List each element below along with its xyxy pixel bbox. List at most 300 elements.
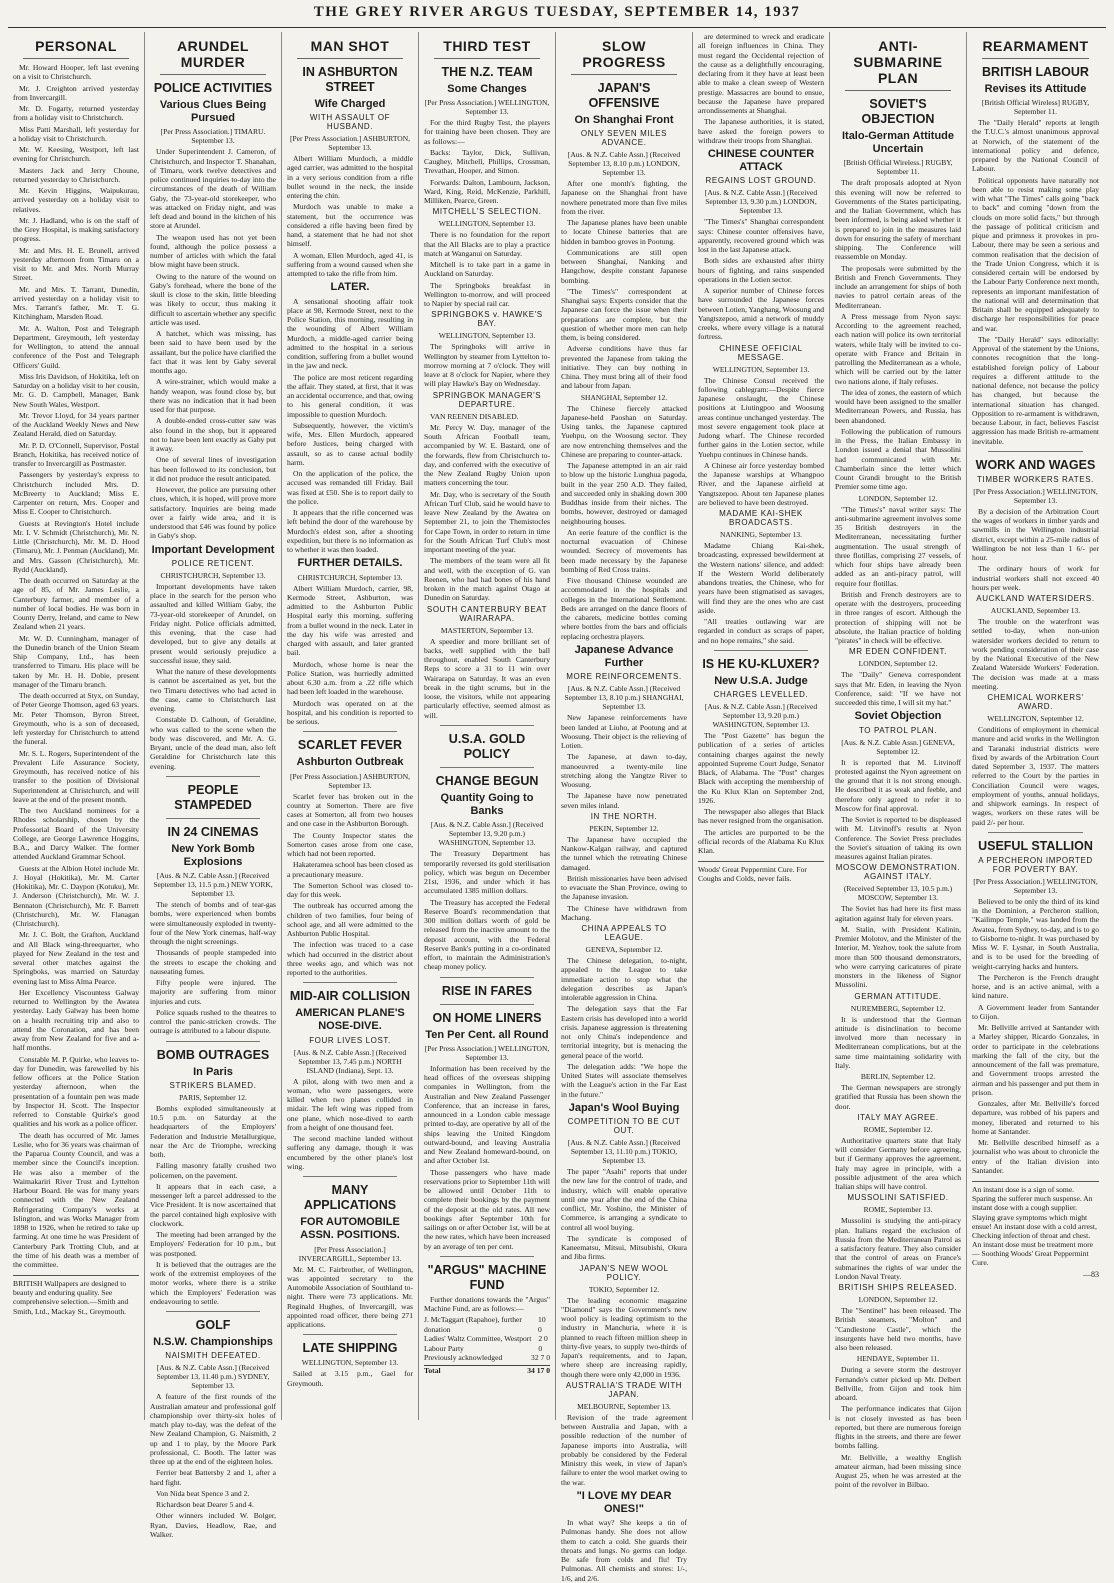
article-dateline: [Aus. & N.Z. Cable Assn.] (Received September 13, 9.30 p.m.) LONDON, September 13. <box>704 188 818 216</box>
article-dateline: HENDAYE, September 11. <box>856 1354 940 1364</box>
fund-amount: 10 0 <box>538 1315 546 1334</box>
article-dateline: [Per Press Association.] WELLINGTON, September 13. <box>973 486 1098 505</box>
article-subheading: CHINA APPEALS TO LEAGUE. <box>581 924 667 943</box>
article-paragraph: The Chinese fiercely attacked Japanese-held Paoshan on Saturday. Using tanks, the Japanese captured Yuehpu, on the Woosung sector. They are now entrenching themselves and the Chinese are preparing to counter-attack. <box>561 403 687 459</box>
article-paragraph: A pilot, along with two men and a woman, who were passengers, were killed when two planes collided in midair. The left wing was ripped from one plane, which nose-dived to earth from a height of one thousand feet. <box>287 1076 413 1132</box>
article-paragraph: Believed to be only the third of its kind in the Dominion, a Percheron stallion, "Kailimpo Temple," was landed from the Awatea, from Sydney, to-day, and is to go to Gisborne to-night. It was purchased by Miss W. F. Lysnar, in South Australia, and is to be used for the breeding of weight-carrying hacks and hunters. <box>972 896 1099 971</box>
article-dateline: PEKIN, September 12. <box>589 823 659 833</box>
article-headline: Revises its Attitude <box>984 83 1087 95</box>
article-headline: MANY APPLICATIONS <box>303 1183 397 1213</box>
section-divider <box>440 1256 534 1257</box>
article-paragraph: The "Daily Herald" reports at length the T.U.C.'s almost unanimous approval at Norwich, of the statement of the international policy and defence, prepared by the National Council of Labour. <box>972 118 1099 174</box>
article-paragraph: Sailed at 3.15 p.m., Gael for Greymouth. <box>287 1369 413 1388</box>
fund-donor: Previously acknowledged <box>424 1353 503 1363</box>
article-paragraph: An eerie feature of the conflict is the nocturnal evacuation of Chinese wounded. Secrecy of movements has been made necessary by the Japanese bombing of Red Cross trains. <box>561 527 687 574</box>
article-headline: BOMB OUTRAGES <box>156 1047 270 1062</box>
article-paragraph: A feature of the first rounds of the Australian amateur and professional golf championship over thirty-six holes of match play to-day, was the defeat of the New Zealand Champion, G. Naismith, 2 up and 1 to play, by the Moore Park professional, C. Booth. The latter was three up at the end of the eighteen holes. <box>150 1392 276 1467</box>
fund-amount: 32 7 0 <box>531 1353 550 1363</box>
article-dateline: TOKIO, September 12. <box>588 1284 660 1294</box>
article-paragraph: Information has been received by the head offices of the overseas shipping companies in Wellington, from the Australian and New Zealand Passenger Conference, that an increase in fares, announced in a London cable message printed to-day, are operative by all of the ships leaving the United Kingdom outward-bound, and leaving Australia and New Zealand homeward-bound, on and after October 1st. <box>424 1063 550 1166</box>
article-paragraph: The members of the team were all fit and well, with the exception of G. van Reenen, who had had bones of his hand broken in the match against Otago at Dunedin on Saturday. <box>424 556 550 603</box>
article-paragraph: Masters Jack and Jerry Choune, returned yesterday to Christchurch. <box>13 165 139 184</box>
column-headline: ARUNDEL MURDER <box>177 38 249 70</box>
section-divider <box>166 1311 260 1312</box>
article-paragraph: Scarlet fever has broken out in the country at Somerton. There are five cases at Somerton, all from two houses and one case in the Ashburton Borough. <box>287 791 413 829</box>
article-headline: SCARLET FEVER <box>297 738 403 753</box>
article-paragraph: A speedier and more brilliant set of backs, well supplied with the ball throughout, enabled South Canterbury Reps to score a 31 to 11 win over Wairarapa on Saturday. It was an even break in the tight scrums, but in the loose, the visitors, while not appearing particularly effective, seemed almost as will. <box>424 636 550 720</box>
article-paragraph: The articles are purported to be the official records of the Alabama Ku Klux Klan. <box>698 827 824 856</box>
article-dateline: [Aus. & N.Z. Cable Assn.] (Received September 13, 8.10 p.m.) SHANGHAI, September 13. <box>564 684 684 712</box>
article-paragraph: The Soviet is reported to be displeased with M. Litvinoff's results at Nyon Conference. The Soviet Press precludes the Soviet's situation of taking its own measures against Italian pirates. <box>835 815 961 862</box>
article-headline: AMERICAN PLANE'S NOSE-DIVE. <box>295 1007 405 1033</box>
article-subheading: IN THE NORTH. <box>590 811 658 821</box>
article-dateline: [Aus. & N.Z. Cable Assn.] (Received September 13, 11.40 p.m.) SYDNEY, September 13. <box>156 1363 270 1391</box>
article-headline: CHANGE BEGUN <box>435 773 539 788</box>
article-headline: Japan's Wool Buying <box>568 1101 680 1114</box>
article-paragraph: Mr. Bellville arrived at Santander with a Marley shipper, Ricardo Gonzales, in order to participate in the celebrations marking the fall of the city, but the announcement of the fall was premature, and Government troops arrested the airman and his passenger and put them in prison. <box>972 1023 1099 1097</box>
article-headline: USEFUL STALLION <box>978 838 1093 853</box>
article-dateline: LONDON, September 12. <box>858 659 938 669</box>
article-paragraph: VAN REENEN DISABLED. <box>430 411 519 421</box>
fund-row <box>424 1315 550 1334</box>
article-paragraph: During a severe storm the destroyer Fernando's cutter picked up Mr. Delbert Bellville, from Gijon and took him aboard. <box>835 1365 961 1403</box>
article-headline: FURTHER DETAILS. <box>297 557 403 570</box>
section-divider <box>440 977 534 978</box>
article-headline: IN 24 CINEMAS <box>167 824 259 839</box>
article-paragraph: The "Sentinel" has been released. The British steamers, "Molton" and "Candlestone Castle", which the insurgents have held two months, have also been released. <box>835 1306 961 1353</box>
article-paragraph: A hatchet, which was missing, has been said to have been used by the assailant, but the police have clarified the fact that it was lent by Gaby several months ago. <box>150 329 276 376</box>
article-paragraph: Mr. Howard Hooper, left last evening on a visit to Christchurch. <box>13 63 139 82</box>
article-paragraph: Mr. M. C. Fairbrother, of Wellington, was appointed secretary to the Automobile Association of Southland to-night. There were 73 applications. Mr. Reginald Hughes, of Invercargill, was appointed road officer, there being 271 applications. <box>287 1264 413 1329</box>
article-paragraph: Mr. P. D. O'Connell, Supervisor, Postal Branch, Hokitika, has received notice of transfer to Invercargill as Postmaster. <box>13 440 139 468</box>
article-paragraph: It appears that in each case, a messenger left a parcel addressed to the Vice President. It is now ascertained that the parcel contained high explosive with clockwork. <box>150 1181 276 1228</box>
article-paragraph: "All treaties outlawing war are regarded in conduct as scraps of paper, and no hope remains," she said. <box>698 617 824 645</box>
column-8 <box>967 32 1104 1420</box>
article-paragraph: The Springboks will arrive in Wellington by steamer from Lyttelton to-morrow morning at 7 o'clock. They will leave at 8 o'clock for Napier, where they will play Hawke's Bay on Wednesday. <box>424 342 550 389</box>
article-headline: FOR AUTOMOBILE ASSN. POSITIONS. <box>300 1216 400 1242</box>
article-headline: JAPAN'S OFFENSIVE <box>588 81 660 110</box>
section-divider <box>166 818 260 819</box>
article-subheading: POLICE RETICENT. <box>171 558 255 568</box>
article-dateline: ROME, September 12. <box>863 1124 933 1134</box>
article-headline: GOLF <box>195 1318 231 1333</box>
section-divider <box>714 650 808 651</box>
article-dateline: [Per Press Association.] WELLINGTON, September 13. <box>973 876 1098 895</box>
article-subheading: MORE REINFORCEMENTS. <box>566 672 682 682</box>
article-paragraph: The newspaper also alleges that Black has never resigned from the organisation. <box>698 807 824 826</box>
article-paragraph: Under Superintendent J. Cameron, of Christchurch, and Inspector T. Shanahan, of Timaru, work twelve detectives and police continued inquiries to-day into the circumstances of the death of William Gaby, the 73-year-old storekeeper, who was attacked on Friday night, and was left dead and bound in the kitchen of his store at Arundel. <box>150 147 276 231</box>
article-dateline: AUCKLAND, September 13. <box>990 606 1081 616</box>
article-paragraph: A Chinese air force yesterday bombed the Japanese warships at Whangpoo River, and the Japanese airfield at Yangtszepoo. About ten Japanese planes are believed to have been destroyed. <box>698 460 824 507</box>
article-paragraph: The leading economic magazine "Diamond" says the Government's new wool policy is leading optimism to the industry in Manchuria, where it is planned to reach fifteen million sheep in thirty-five years, to supply two-thirds of Japan's requirements, and to Japan, where sheep are increasing rapidly, though there were only 42,000 in 1936. <box>561 1295 687 1379</box>
article-paragraph: Political opponents have naturally not been able to resist making some play with what "The Times" calls going "back to back" and coming "down from the clouds on more solid facts," but through the passage of political criticism and pique and primness it provokes in pro-Labour, there may be seen a serious and common realisation that the decision of the Trade Union Congress, which it is considered certain will be endorsed by the Labour Party Conference next month, represents an important manifestation of the national will and determination that Britain shall be equipped adequately to discharge her responsibilities for peace and war. <box>972 175 1099 333</box>
article-paragraph: A woman, Ellen Murdoch, aged 41, is suffering from a wound caused when she attempted to take the rifle from him. <box>287 250 413 279</box>
article-paragraph: Mr. A. Walton, Post and Telegraph Department, Greymouth, left yesterday for Wellington, to attend the annual conference of the Post and Telegraph Officers' Guild. <box>13 323 139 370</box>
article-paragraph: In what way? She keeps a tin of Pulmonas handy. She does not allow them to catch a cold. She guards their throats and lungs. No germs can lodge. Be safe from colds and flu! Try Pulmonas. All chemists and stores: 1/-, 1/6, and 2/6. <box>561 1518 687 1583</box>
article-paragraph: New Japanese reinforcements have been landed at Liuho, at Pootung and at Woosung. Their object is the relieving of Lotien. <box>561 713 687 751</box>
article-paragraph: For the third Rugby Test, the players for training have been chosen. They are as follows:— <box>424 118 550 146</box>
article-paragraph: The second machine landed without suffering any damage, though it was encumbered by the other plane's lost wing. <box>287 1134 413 1171</box>
article-dateline: PARIS, September 12. <box>179 1092 247 1102</box>
article-paragraph: Miss Iris Davidson, of Hokitika, left on Saturday on a holiday visit to her cousin, Mr. G. D. Campbell, Manager, Bank New South Wales, Westport. <box>13 371 139 409</box>
article-paragraph: Mr. Kevin Higgins, Waipukurau, arrived yesterday on a holiday visit to relatives. <box>13 186 139 214</box>
article-dateline: SHANGHAI, September 12. <box>580 392 668 402</box>
article-headline: LATE SHIPPING <box>302 1341 398 1356</box>
fund-row <box>424 1353 550 1362</box>
article-dateline: [British Official Wireless] RUGBY, September 11. <box>981 98 1090 117</box>
article-subheading: FOUR LIVES LOST. <box>309 1035 391 1045</box>
article-subheading: AUSTRALIA'S TRADE WITH JAPAN. <box>565 1380 683 1399</box>
article-headline: Some Changes <box>447 83 527 95</box>
article-paragraph: The meeting had been arranged by the Employers' Federation for 10 p.m., but was postponed. <box>150 1230 276 1258</box>
article-subheading: ITALY MAY AGREE. <box>857 1112 939 1122</box>
article-dateline: WELLINGTON, September 13. <box>301 1358 399 1368</box>
article-paragraph: The "Daily" Geneva correspondent says that Mr. Eden, in leaving the Nyon Conference, said: "If we have not succeeded this time, I will sit my hat." <box>835 670 961 708</box>
columns-container <box>8 32 1106 1583</box>
article-paragraph: The Japanese planes have been unable to locate Chinese batteries that are hidden in bamboo groves in Pootung. <box>561 218 687 246</box>
article-subheading: WITH ASSAULT OF HUSBAND. <box>309 113 391 132</box>
article-paragraph: Mr. and Mrs. T. Tarrant, Dunedin, arrived yesterday on a holiday visit to Mrs. Tarrant's father, Mr. T. G. Kitchingham, Marsden Road. <box>13 284 139 322</box>
article-headline: CHINESE COUNTER ATTACK <box>707 148 815 174</box>
article-dateline: GENEVA, September 12. <box>585 945 663 955</box>
section-divider <box>440 767 534 768</box>
article-dateline: WELLINGTON, September 12. <box>987 714 1084 724</box>
article-paragraph: "The Times's" correspondent at Shanghai says: Experts consider that the Japanese can force the issue when their preparations are complete, but the question of whether more men can help them, is being considered. <box>561 286 687 343</box>
advertisement: An instant dose is a sign of some. Sparing the sufferer much suspense. An instant dose with a cough supplier. Slaying grave symptoms which might ensue! An instant dose with a cold arrest, Checking infection of throat and chest. An instant dose must be treatment more— Soothing Woods' Great Peppermint Cure. <box>972 1181 1099 1267</box>
article-subheading: A PERCHERON IMPORTED FOR POVERTY BAY. <box>978 855 1093 874</box>
article-paragraph: A superior number of Chinese forces have surrounded the Japanese forces between Lotien, Yanghang, Woosung and Yangtszepoo, amid a network of muddy creeks, where every village is a natural fortress. <box>698 286 825 342</box>
masthead-rule <box>8 27 1106 28</box>
article-dateline: [Per Press Association.] ASHBURTON, September 13. <box>289 771 411 790</box>
article-subheading: SOUTH CANTERBURY BEAT WAIRARAPA. <box>426 604 548 623</box>
article-headline: LATER. <box>330 281 370 294</box>
section-divider <box>166 776 260 777</box>
column-headline: REARMAMENT <box>982 38 1089 54</box>
article-paragraph: Von Nida beat Spence 3 and 2. <box>156 1488 250 1498</box>
article-paragraph: Mr. Day, who is secretary of the South African Turf Club, said he would have to leave New Zealand by the Awatea on September 21, to join the Themistocles for Cape Town, in order to return in time for the South African Turf Club's most important meeting of the year. <box>424 489 550 555</box>
article-headline: ON HOME LINERS <box>432 1010 542 1025</box>
article-paragraph: M. Stalin, with President Kalinin, Premier Molotov, and the Minister of the Interior, M. Yezhov, took the salute from more than 500 thousand demonstrators, who were carrying caricatures of pirate monsters in the likeness of Signor Mussolini. <box>835 924 961 990</box>
column-5 <box>556 32 693 1583</box>
article-paragraph: Murdoch was operated on at the hospital, and his condition is reported to be serious. <box>287 698 413 727</box>
article-paragraph: A sensational shooting affair took place at 98, Kermode Street, next to the Police Station, this morning, resulting in the wounding of Albert William Murdoch, a middle-aged carrier being admitted to the hospital in a serious condition, suffering from a bullet wound in the jaw and neck. <box>287 296 413 371</box>
article-headline: MID-AIR COLLISION <box>289 989 411 1004</box>
article-paragraph: The Chinese have withdrawn from Machang. <box>561 903 687 922</box>
article-paragraph: The paper "Asahi" reports that under the new law for the control of trade, and industry, which will enable operative until one year after the end of the China conflict, Mr. Yoshino, the Minister of Commerce, is arranging a syndicate to control all wool buying. <box>561 1167 687 1232</box>
masthead: THE GREY RIVER ARGUS TUESDAY, SEPTEMBER 14, 1937 <box>313 4 801 20</box>
article-paragraph: The outbreak has occurred among the children of two families, four being of school age, and all were admitted to the Ashburton Public Hospital. <box>287 901 413 938</box>
article-subheading: AUCKLAND WATERSIDERS. <box>976 594 1095 604</box>
article-paragraph: There is no foundation for the report that the All Blacks are to play a practice match at Wanganui on Saturday. <box>424 230 550 258</box>
article-headline: "I LOVE MY DEAR ONES!" <box>576 1489 672 1515</box>
column-1 <box>8 32 145 1420</box>
article-paragraph: The ordinary hours of work for industrial workers shall not exceed 40 hours per week. <box>972 564 1099 592</box>
column-headline: ANTI-SUBMARINE PLAN <box>853 38 943 86</box>
article-dateline: LONDON, September 12. <box>858 1295 938 1305</box>
article-paragraph: The Chinese delegation, to-night, appealed to the League to take immediate action to stop what the delegation describes as Japan's intolerable aggression in China. <box>561 956 687 1003</box>
article-paragraph: Further donations towards the "Argus" Machine Fund, are as follows:— <box>424 1294 550 1313</box>
article-dateline: [Aus. & N.Z. Cable Assn.] (Received September 13, 11.10 p.m.) TOKIO, September 13. <box>567 1138 681 1165</box>
article-paragraph: The Japanese authorities, it is stated, have asked the foreign powers to withdraw their troops from Shanghai. <box>698 117 824 145</box>
article-paragraph: Mr. Percy W. Day, manager of the South African Football team, accompanied by W. E. Bastard, one of the forwards, flew from Christchurch to-day, and conferred with the executive of the New Zealand Rugby Union upon matters concerning the tour. <box>424 422 550 488</box>
article-paragraph: Passengers by yesterday's express to Christchurch included Mrs. D. McBreerty to Auckland; Miss E. Carpenter on return, Mrs. Cooper and Miss E. Cooper to Christchurch. <box>13 470 139 517</box>
article-paragraph: Other winners included W. Bolger, Ryan, Davies, Headlow, Rae, and Walker. <box>150 1511 276 1539</box>
article-paragraph: Hakateramea school has been closed as a precautionary measure. <box>287 860 413 879</box>
article-paragraph: The Percheron is the French draught horse, and is an active animal, with a kind nature. <box>972 972 1099 1001</box>
article-paragraph: A Government leader from Santander to Gijon. <box>972 1002 1099 1021</box>
article-dateline: LONDON, September 12. <box>858 493 938 503</box>
article-subheading: MR EDEN CONFIDENT. <box>849 647 947 657</box>
article-paragraph: Guests at Revington's Hotel include Mr. I. V. Schmidt (Christchurch), Mr. N. Little (Christchurch), Mr. M. D. Hood (Timaru), Mr. J. Penman (Auckland), Mr. and Mrs. Gasson (Christchurch), Mr. Rydd (Auckland). <box>13 518 139 574</box>
article-paragraph: Subsequently, however, the victim's wife, Mrs. Ellen Murdoch, appeared before Justices, being charged with assault, so as to cause actual bodily harm. <box>287 420 413 467</box>
article-paragraph: Mr. W. Keesing, Westport, left last evening for Christchurch. <box>13 145 139 164</box>
article-paragraph: The death has occurred of Mr. James Leslie, who for 36 years was chairman of the Paparua County Council, and was a member since the Council's inception. He was also a member of the Waimakariri River Trust and Lyttelton Harbour Board. He was for many years connected with the New Zealand Refrigerating Company's works at Islington, and was Works Manager from 1898 to 1926, when he retired to take up farming. At one time he was President of Canterbury Park Trotting Club, and at the time of his death was a member of the committee. <box>13 1130 139 1269</box>
article-paragraph: Communications are still open between Shanghai, Nanking and Hangchow, despite constant Japanese bombing. <box>561 247 687 285</box>
column-headline: PERSONAL <box>35 38 117 54</box>
article-paragraph: The "Daily Herald" says editorially: Approval of the statement by the Unions, connotes recognition that the long-established foreign policy of Labour requires a different attitude to the national defence, not because the policy has changed, but because the international situation has changed. Opposition to re-armament is withdrawn, because Labour, in fact, believes Fascist aggression has made British re-armament inevitable. <box>972 334 1099 446</box>
article-paragraph: Madame Chiang Kai-shek, broadcasting, expressed bewilderment at the Western nations' silence, and added: If the Western World deliberately abandons treaties, the Chinese, who for years have been stigmatised as savages, will find they are the ones who are cast aside. <box>698 541 824 615</box>
article-paragraph: Adverse conditions have thus far prevented the Japanese from taking the initiative. They can buy nothing in China. They must bring all of their food and labour from Japan. <box>561 344 687 391</box>
article-dateline: [Aus. & N.Z. Cable Assn.] (Received September 13, 8.10 p.m.) LONDON, September 13. <box>567 150 681 178</box>
article-paragraph: Murdoch was unable to make a statement, but the occurrence was considered a rifle having been fired by hand, a statement that he had not shot himself. <box>287 202 413 249</box>
article-paragraph: Mr. J. C. Bolt, the Grafton, Auckland and All Black wing-threequarter, who played for New Zealand in the test and several other matches against the Springboks, was married on Saturday evening last to Miss Alma Pearce. <box>13 930 139 986</box>
article-paragraph: The draft proposals adopted at Nyon this evening will now be referred to Governments of the States participating, and the Italian Government, which has been informed, is being asked whether it is prepared to join in the measures laid down for ensuring the safety of merchant shipping. The Conference will reassemble on Monday. <box>835 178 961 262</box>
column-headline: MAN SHOT <box>310 38 390 54</box>
article-paragraph: The Soviet has had here its first mass agitation against Italy for eleven years. <box>835 904 961 923</box>
section-divider <box>440 1004 534 1005</box>
article-subheading: MUSSOLINI SATISFIED. <box>847 1193 949 1203</box>
section-divider <box>166 1041 260 1042</box>
article-paragraph: Forwards: Dalton, Lambourn, Jackson, Ward, King, Reid, McKenzie, Parkhill, Milliken, Pearce, Green. <box>424 177 550 206</box>
article-paragraph: Mr. J. Creighton arrived yesterday from Invercargill. <box>13 83 139 102</box>
column-4 <box>419 32 556 1420</box>
article-subheading: NAISMITH DEFEATED. <box>165 1351 261 1361</box>
article-paragraph: Gonzales, after Mr. Bellville's forced departure, was robbed of his papers and money, liberated and returned to his home at Santander. <box>972 1099 1099 1136</box>
article-headline: THE N.Z. TEAM <box>441 65 533 79</box>
article-dateline: [Aus. & N.Z. Cable Assn.] GENEVA, September 12. <box>841 737 955 756</box>
article-paragraph: The stench of bombs and of tear-gas bombs, were experienced when bombs were simultaneously exploded in twenty-four of the New York cinemas, half-way through the night screenings. <box>150 900 276 947</box>
article-paragraph: Bombs exploded simultaneously at 10.5 p.m. on Saturday at the headquarters of the Employers' Federation and Industrie Metallurgique, near the Arc de Triomphe, wrecking both. <box>150 1103 276 1160</box>
article-dateline: WELLINGTON, September 13. <box>712 364 810 374</box>
article-paragraph: Richardson beat Dearer 5 and 4. <box>156 1500 254 1510</box>
article-headline: New U.S.A. Judge <box>714 674 808 687</box>
article-paragraph: The "Post Gazette" has begun the publication of a series of articles containing charges against the newly appointed Supreme Court Judge, Senator Black, of Alabama. The "Post" charges Black with accepting the membership of the Ku Klux Klan on September 2nd, 1926. <box>698 731 824 805</box>
article-paragraph: Mr. Trevor Lloyd, for 34 years partner of the Auckland Weekly News and New Zealand Herald, died on Saturday. <box>13 410 139 439</box>
article-paragraph: Important developments have taken place in the search for the person who assaulted and killed William Gaby, the 73-year-old storekeeper of Arundel, on Friday night. Police officials admitted, this evening, that the case had developed, but to give any details at present would seriously prejudice a successful issue, they said. <box>150 581 276 665</box>
article-headline: Ashburton Outbreak <box>296 756 404 769</box>
article-paragraph: The delegation says that the Far Eastern crisis has developed into a world crisis. Japanese aggression is threatening not only China's independence and territorial integrity, but is menacing the general peace of the world. <box>561 1004 687 1060</box>
article-subheading: CHINESE OFFICIAL MESSAGE. <box>719 343 803 362</box>
section-divider <box>988 451 1083 452</box>
article-subheading: REGAINS LOST GROUND. <box>705 176 817 186</box>
fund-amount: 2 0 0 <box>538 1334 548 1353</box>
article-paragraph: The performance indicates that Gijon is not closely invested as has been reported, but there are numerous foreign flights in the streets, and there are fewer bombs falling. <box>835 1404 961 1451</box>
section-divider <box>303 731 397 732</box>
article-paragraph: A double-ended cross-cutter saw was also found in the shop, but it appeared not to have been lent exactly as Gaby put it away. <box>150 416 276 454</box>
article-headline: Wife Charged <box>314 98 386 110</box>
article-paragraph: A wire-strainer, which would make a handy weapon, was found close by, but there was no indication that it had been used for that purpose. <box>150 377 276 415</box>
headline-rule <box>23 58 129 59</box>
article-headline: Italo-German Attitude Uncertain <box>841 130 955 156</box>
article-headline: Soviet Objection <box>854 710 942 723</box>
article-headline: POLICE ACTIVITIES <box>153 81 273 95</box>
article-paragraph: By a decision of the Arbitration Court the wages of workers in timber yards and sawmills in the Wellington industrial district, except within a 25-mile radius of Wellington be not less than 1 6/- per hour. <box>972 506 1099 563</box>
article-headline: N.S.W. Championships <box>153 1336 273 1349</box>
article-headline: Important Development <box>151 543 275 556</box>
article-paragraph: Five thousand Chinese wounded are accommodated in the hospitals and colleges in the International Settlement. Beds are arranged on the dance floors of the cabarets, medicine bottles coming where bottles from the bars and officials replacing orchestra players. <box>561 576 687 641</box>
column-headline: SLOW PROGRESS <box>582 38 666 70</box>
article-subheading: BRITISH SHIPS RELEASED. <box>838 1283 958 1293</box>
article-paragraph: The Chinese Consul received the following cablegram:—Despite fierce Japanese onslaught, the Chinese positions at Liutingpoo and Woosung areas continue unchanged yesterday. The most severe engagement took place at Judong wharf. The Chinese recorded further gains in the Lotien sector, while Yuehpu continues in Chinese hands. <box>698 375 824 459</box>
article-headline: In Paris <box>193 1065 233 1078</box>
article-subheading: GERMAN ATTITUDE. <box>854 991 942 1001</box>
article-dateline: MASTERTON, September 13. <box>440 625 534 635</box>
article-paragraph: The infection was traced to a case which had occurred in the district about three weeks ago, and which was not reported to the authorities. <box>287 940 413 977</box>
article-paragraph: Police squads rushed to the theatres to control the panic-stricken crowds. The outrage is attributed to a labour dispute. <box>150 1007 276 1036</box>
article-paragraph: The trouble on the waterfront was settled to-day, when non-union watersider workers decided to return to work pending consideration of their case by the National Executive of the New Zealand Waterside Workers' Federation. The decision was made at a mass meeting. <box>972 617 1099 691</box>
article-paragraph: On the application of the police, the accused was remanded till Friday. Bail was fixed at £50. She is to report daily to the police. <box>287 469 413 506</box>
article-headline: On Shanghai Front <box>574 114 674 126</box>
article-dateline: NANKING, September 13. <box>719 530 803 540</box>
article-paragraph: Mr. D. Fogarty, returned yesterday from a holiday visit to Christchurch. <box>13 104 139 123</box>
article-dateline: ROME, September 13. <box>863 1205 933 1215</box>
article-dateline: [Aus. & N.Z. Cable Assn.] (Received September 13, 11.5 p.m.) NEW YORK, September 13. <box>153 871 273 899</box>
article-subheading: MOSCOW DEMONSTRATION. AGAINST ITALY. <box>835 863 961 882</box>
article-dateline: [Aus. & N.Z. Cable Assn.] (Received September 13, 9.20 p.m.) WASHINGTON, September 13. <box>430 820 544 848</box>
headline-rule <box>571 74 677 75</box>
page-number: —83 <box>1083 1270 1099 1280</box>
article-paragraph: Mussolini is studying the anti-piracy plan. Italians regard the exclusion of Russia from the Mediterranean Patrol as a satisfactory feature. They also consider that the control of areas on France's submarines the rights of war under the London Naval Treaty. <box>835 1216 961 1281</box>
article-paragraph: The Springboks breakfast in Wellington to-morrow, and will proceed to Napier by special rail car. <box>424 280 550 309</box>
article-paragraph: The death occurred at Styx, on Sunday, of Peter George Thomson, aged 63 years. Mr. Peter Thomson, Byron Street, Greymouth, who is a son of deceased, left yesterday for Christchurch to attend the funeral. <box>13 691 139 747</box>
headline-rule <box>845 90 951 91</box>
article-paragraph: It is understood that the German attitude is disinclination to become involved more than necessary in Mediterranean complications, but at the same time maintaining solidarity with Italy. <box>835 1014 961 1070</box>
column-6 <box>693 32 830 1420</box>
column-2 <box>145 32 282 1539</box>
article-paragraph: The idea of zones, the eastern of which would have been assigned to the smaller Mediterranean Powers, and Russia, has been abandoned. <box>835 387 961 425</box>
article-paragraph: Authoritative quarters state that Italy will consider Germany before agreeing, but if Germany approves the agreement, Italy may agree in principle, with a possible adjustment of the area which Italian ships will have control. <box>835 1135 961 1192</box>
article-paragraph: The death occurred on Saturday at the age of 85, of Mr. James Leslie, a Canterbury farmer, and member of a number of local bodies. He was born in County Derry, Ireland, and came to New Zealand when 21 years. <box>13 576 139 632</box>
article-subheading: SPRINGBOKS v. HAWKE'S BAY. <box>431 310 543 329</box>
article-headline: BRITISH LABOUR <box>982 65 1089 79</box>
article-subheading: COMPETITION TO BE CUT OUT. <box>567 1117 681 1135</box>
article-paragraph: Falling masonry fatally crushed two policemen, on the pavement. <box>150 1161 276 1180</box>
article-subheading: STRIKERS BLAMED. <box>169 1080 257 1090</box>
article-paragraph: Mr. W. D. Cunningham, manager of the Dunedin branch of the Union Steam Ship Company, Ltd., has been transferred to Timaru. His place will be taken by Mr. H. H. Dobie, present manager of the Timaru branch. <box>13 633 139 689</box>
article-paragraph: The Treasury Department has temporarily reversed its gold sterilisation policy, which was begun on December 21st, 1936, and under which it has accumulated 1385 million dollars. <box>424 849 550 896</box>
article-paragraph: The Japanese have now penetrated seven miles inland. <box>561 791 687 810</box>
article-dateline: [Aus. & N.Z. Cable Assn.] (Received September 13, 7.45 p.m.) NORTH ISLAND (Indiana), Sept. 13. <box>293 1047 407 1075</box>
section-divider <box>303 1176 397 1177</box>
article-paragraph: It is reported that M. Litvinoff protested against the Nyon agreement on the ground that it is not strong enough. He described it as weak and feeble, and therefore only agreed to refer it to Moscow for final approval. <box>835 757 961 813</box>
article-subheading: CHEMICAL WORKERS' AWARD. <box>987 693 1084 712</box>
article-paragraph: Ferrier beat Battersby 2 and 1, after a hard fight. <box>150 1468 276 1487</box>
article-paragraph: Mr. and Mrs. H. E. Brunell, arrived yesterday afternoon from Timaru on a visit to Mr. and Mrs. North Murray Street. <box>13 245 139 283</box>
article-headline: IN ASHBURTON STREET <box>302 65 398 94</box>
article-dateline: [Per Press Association.] ASHBURTON, September 13. <box>289 134 411 153</box>
article-paragraph: Fifty people were injured. The majority are suffering from minor injuries and cuts. <box>150 978 276 1006</box>
article-dateline: WELLINGTON, September 13. <box>438 219 536 229</box>
article-dateline: [Per Press Association.] TIMARU. September 13. <box>160 127 266 146</box>
article-headline: Ten Per Cent. all Round <box>425 1028 549 1041</box>
article-dateline: WELLINGTON, September 13. <box>438 331 536 341</box>
article-paragraph: Miss Patti Marshall, left yesterday for a holiday visit to Christchurch. <box>13 124 139 143</box>
article-headline: Various Clues Being Pursued <box>159 99 267 125</box>
article-dateline: CHRISTCHURCH, September 13. <box>160 570 266 580</box>
article-subheading: SPRINGBOK MANAGER'S DEPARTURE. <box>432 390 542 409</box>
article-paragraph: Thousands of people stampeded into the streets to escape the choking and nauseating fumes. <box>150 948 276 976</box>
advertisement: BRITISH Wallpapers are designed to beauty and enduring quality. See comprehensive selection.—Smith and Smith, Ltd., Mackay St., Greymouth. <box>13 1275 139 1315</box>
section-divider <box>440 725 534 726</box>
column-3 <box>282 32 419 1420</box>
article-headline: WORK AND WAGES <box>975 457 1096 472</box>
article-paragraph: The syndicate is composed of Kaneematsu, Mitsui, Mitsubishi, Okura and Jiba firms. <box>561 1233 687 1262</box>
article-headline: RISE IN FARES <box>441 983 533 998</box>
article-dateline: CHRISTCHURCH, September 13. <box>297 572 403 582</box>
article-paragraph: However, the police are pursuing other clues, which, it is hoped, will prove more satisfactory. Inquiries are being made over a fairly wide area, and it is understood that £46 was found by police in Gaby's shop. <box>150 485 276 541</box>
article-paragraph: Mitchell is to take part in a game in Auckland on Saturday. <box>424 260 550 279</box>
article-dateline: NUREMBERG, September 12. <box>850 1003 946 1013</box>
article-dateline: MELBOURNE, September 13. <box>577 1401 671 1411</box>
article-paragraph: British missionaries have been advised to evacuate the Shan Province, owing to the Japanese invasion. <box>561 873 687 902</box>
article-paragraph: The German newspapers are strongly gratified that Russia has been shown the door. <box>835 1083 961 1111</box>
column-headline: THIRD TEST <box>443 38 531 54</box>
article-dateline: [Per Press Association.] WELLINGTON, September 13. <box>424 1043 550 1062</box>
article-subheading: TIMBER WORKERS RATES. <box>977 474 1094 484</box>
article-paragraph: The delegation adds: "We hope the United States will associate themselves with the League's action in the Far East in the future." <box>561 1061 687 1099</box>
article-paragraph: One of several lines of investigation has been followed to its conclusion, but it did not produce the result anticipated. <box>150 455 276 483</box>
fund-donor: Ladies' Waltz Committee, Westport Labour Party <box>424 1334 532 1353</box>
article-subheading: CHARGES LEVELLED. <box>713 690 809 700</box>
fund-total-row <box>424 1365 550 1375</box>
article-headline: IS HE KU-KLUXER? <box>702 656 820 671</box>
article-paragraph: Mr. Bellville, a wealthy English amateur airman, had been missing since August 25, when he was arrested at the point of the revolver in Bilbao. <box>835 1452 961 1490</box>
article-headline: "ARGUS" MACHINE FUND <box>427 1262 547 1292</box>
article-paragraph: Albert William Murdoch, a middle aged carrier, was admitted to the hospital in a very serious condition from a rifle bullet wound in the neck, the inside entering the chin. <box>287 154 413 201</box>
section-divider <box>303 982 397 983</box>
article-paragraph: The Treasury has accepted the Federal Reserve Board's recommendation that 300 million dollars worth of gold be released from the inactive amount to the deposit account, with the Federal Reserve Bank's putting in a co-ordinated effort, to maintain the Administration's cheap money policy. <box>424 897 550 972</box>
fund-row <box>424 1334 550 1353</box>
article-paragraph: Revision of the trade agreement between Australia and Japan, with a possible reduction of the number of Japanese imports into Australia, will probably be considered by the Federal Ministry this week, in view of Japan's failure to enter the wool market owing to the war. <box>561 1412 687 1487</box>
article-paragraph: Constable M. P. Quirke, who leaves to-day for Dunedin, was farewelled by his fellow officers at the Police Station yesterday afternoon, when the presentation of a fountain pen was made by Inspector H. Scott. The Inspector referred to Constable Quirke's good qualities and his work as a police officer. <box>13 1054 139 1129</box>
article-paragraph: What the nature of these developments is cannot be ascertained as yet, but the two Timaru detectives who had acted in the case, came to Christchurch last evening. <box>150 667 276 714</box>
article-dateline: (Received September 13, 10.5 p.m.) MOSCOW, September 13. <box>843 884 953 903</box>
article-paragraph: "The Times's" Shanghai correspondent says: Chinese counter offensives have, apparently, recovered ground which was lost in the last Japanese attack. <box>698 217 824 255</box>
article-paragraph: After one month's fighting, the Japanese on the Shanghai front have nowhere penetrated more than five miles from the river. <box>561 179 687 216</box>
article-paragraph: "The Times's" naval writer says: The anti-submarine agreement involves some 35 British destroyers in the Mediterranean, necessitating further augmentation. The usual strength of three flotillas, comprising 27 vessels, of which four ships have already been added as an anti-piracy patrol, will require four flotillas. <box>835 504 961 588</box>
article-headline: PEOPLE STAMPEDED <box>174 782 252 812</box>
article-subheading: ONLY SEVEN MILES ADVANCE. <box>580 129 668 148</box>
article-paragraph: Albert William Murdoch, carrier, 98, Kermode Street, Ashburton, was admitted to the Ashburton Public Hospital early this morning, suffering from a bullet wound in the neck. Later in the day his wife was arrested and charged with assault, and later granted bail. <box>287 583 413 658</box>
advertisement: Woods' Great Peppermint Cure. For Coughs and Colds, never fails. <box>698 861 824 883</box>
article-paragraph: Those passengers who have made reservations prior to September 11th will be allowed until October 11th to complete their bookings by the payment of the deposit at the old rates. All new bookings after September 10th for sailings on or after October 1st, will be at the new rates, which have been increased by an average of ten per cent. <box>424 1167 550 1251</box>
article-paragraph: Mr. Bellville described himself as a journalist who was about to chronicle the entry of the Italian division into Santander. <box>972 1138 1099 1175</box>
headline-rule <box>982 58 1089 59</box>
headline-rule <box>434 58 540 59</box>
article-paragraph: A Press message from Nyon says: According to the agreement reached, each nation will police its own territorial waters, while Italy will be invited to co-operate with France and Britain in patrolling the Mediterranean as a whole, which will be carried out by the latter two nations alone, if Italy refuses. <box>835 311 961 386</box>
article-dateline: BERLIN, September 12. <box>860 1072 936 1082</box>
article-paragraph: The Japanese, at dawn to-day, manoeuvred a twenty-mile line stretching along the Yangtze River to Woosung. <box>561 752 687 790</box>
section-divider <box>988 832 1083 833</box>
article-paragraph: Guests at the Albion Hotel include Mr. J. Hoyal (Hokitika), Mr. M. Carter (Hokitika), Mr. C. Daypon (Kotuku), Mr. J. Anderson (Christchurch), Mr. W. J. Bennaton (Christchurch), Mr. F. Barrett (Christchurch), Mr. W. Flanagan (Christchurch). <box>13 863 139 928</box>
article-headline: SOVIET'S OBJECTION <box>861 97 935 126</box>
article-paragraph: Conditions of employment in chemical manure and acid works in the Wellington and Taranaki industrial districts were fixed by awards of the Arbitration Court dated September 3, 1937. The matters referred to the Court by the parties in Conciliation Council were wages, employment of youths, annual holidays, and shipwork earnings. In respect of wages, workers on these rates will be paid 2/- per hour. <box>972 725 1099 827</box>
article-paragraph: Both sides are exhausted after thirty hours of fighting, and rains suspended operations in the Lotien sector. <box>698 256 824 284</box>
headline-rule <box>297 58 403 59</box>
article-paragraph: British and French destroyers are to operate with the destroyers, proceeding in three ranges of escort. Although the protection of shipping will not be absolute, the Italian practice of holding "pirates" in check will be effective. <box>835 589 961 646</box>
article-paragraph: Mr. J. Hadland, who is on the staff of the Grey Hospital, is making satisfactory progress. <box>13 215 139 244</box>
article-paragraph: The Somerton School was closed to-day for this week. <box>287 880 413 899</box>
